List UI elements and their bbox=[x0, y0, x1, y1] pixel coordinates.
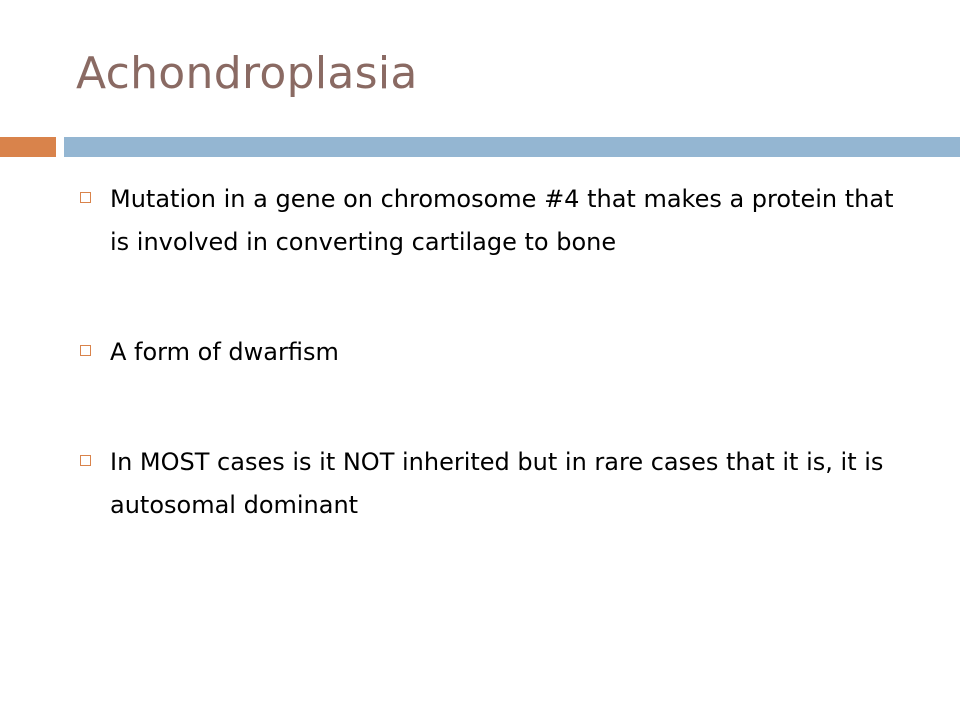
title-accent-bar-orange bbox=[0, 137, 56, 157]
bullet-text: A form of dwarfism bbox=[110, 338, 339, 366]
title-accent-bar-blue bbox=[64, 137, 960, 157]
hollow-square-bullet-icon bbox=[80, 192, 91, 203]
bullet-text: Mutation in a gene on chromosome #4 that makes a protein that is involved in converting cartilage to bone bbox=[110, 185, 894, 256]
hollow-square-bullet-icon bbox=[80, 345, 91, 356]
hollow-square-bullet-icon bbox=[80, 455, 91, 466]
bullet-list bbox=[70, 178, 920, 527]
bullet-item bbox=[70, 178, 920, 264]
bullet-item bbox=[70, 441, 920, 527]
slide-title: Achondroplasia bbox=[76, 48, 418, 99]
bullet-item bbox=[70, 331, 920, 374]
bullet-text: In MOST cases is it NOT inherited but in rare cases that it is, it is autosomal dominant bbox=[110, 448, 884, 519]
